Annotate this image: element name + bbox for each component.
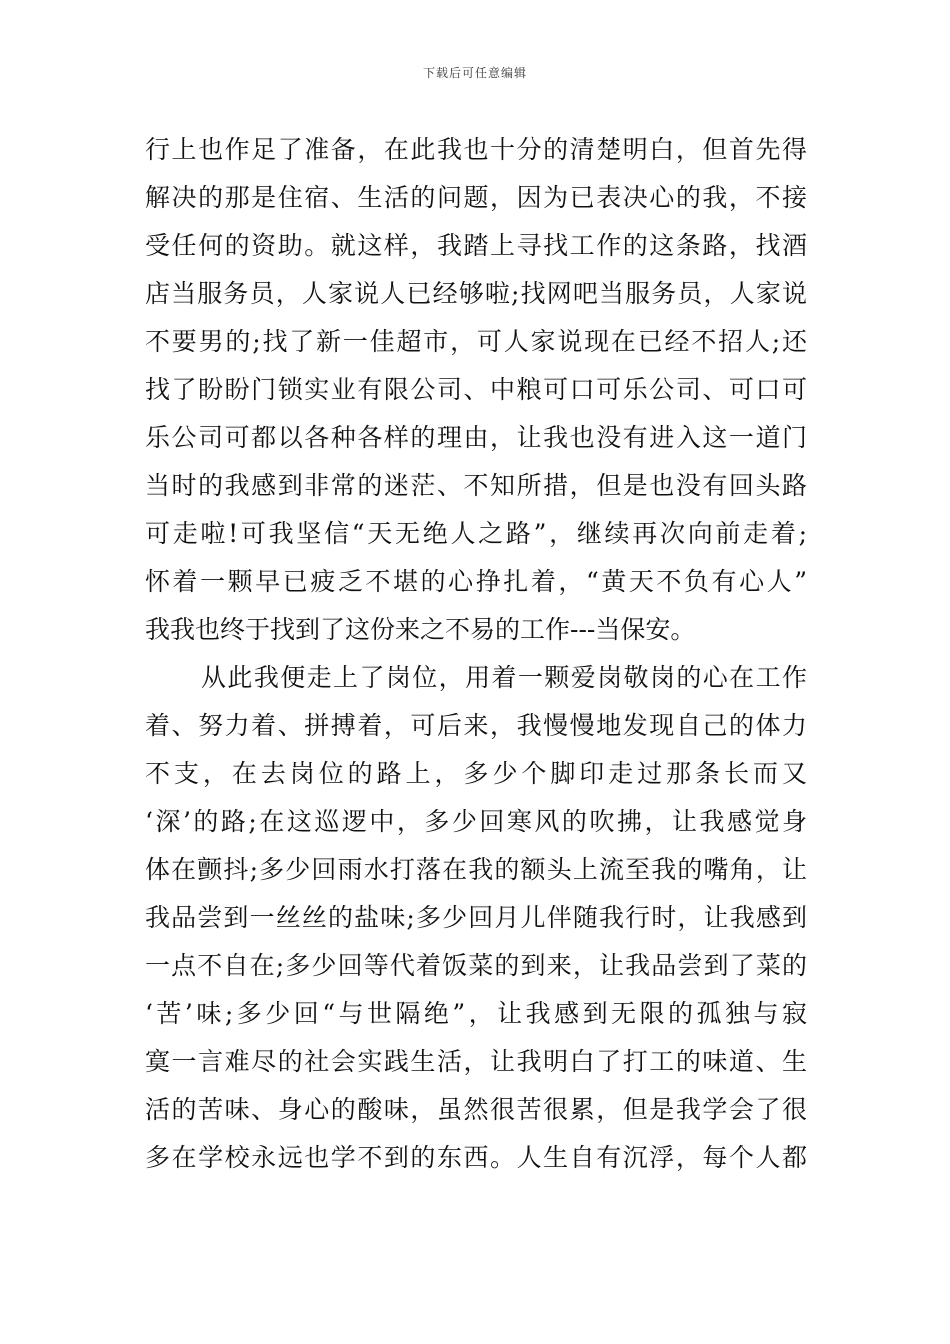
text-line: 多在学校永远也学不到的东西。人生自有沉浮，每个人都	[145, 1143, 807, 1172]
text-line: 受任何的资助。就这样，我踏上寻找工作的这条路，找酒	[145, 231, 807, 260]
text-line: 我我也终于找到了这份来之不易的工作---当保安。	[145, 615, 696, 644]
text-line: 可走啦!可我坚信“天无绝人之路”，继续再次向前走着;	[145, 519, 807, 548]
text-line: 寞一言难尽的社会实践生活，让我明白了打工的味道、生	[145, 1047, 807, 1076]
text-line: ‘苦’味;多少回“与世隔绝”，让我感到无限的孤独与寂	[145, 999, 807, 1028]
text-line: 活的苦味、身心的酸味，虽然很苦很累，但是我学会了很	[145, 1095, 807, 1124]
text-line: ‘深’的路;在这巡逻中，多少回寒风的吹拂，让我感觉身	[145, 807, 807, 836]
text-line: 怀着一颗早已疲乏不堪的心挣扎着，“黄天不负有心人”	[145, 567, 807, 596]
text-line: 解决的那是住宿、生活的问题，因为已表决心的我，不接	[145, 183, 807, 212]
text-line: 行上也作足了准备，在此我也十分的清楚明白，但首先得	[145, 135, 807, 164]
document-body	[145, 126, 807, 1182]
text-line: 一点不自在;多少回等代着饭菜的到来，让我品尝到了菜的	[145, 951, 807, 980]
text-line: 不要男的;找了新一佳超市，可人家说现在已经不招人;还	[145, 327, 807, 356]
paragraph-1	[145, 126, 807, 654]
text-line: 店当服务员，人家说人已经够啦;找网吧当服务员，人家说	[145, 279, 807, 308]
text-line: 体在颤抖;多少回雨水打落在我的额头上流至我的嘴角，让	[145, 855, 807, 884]
text-line: 我品尝到一丝丝的盐味;多少回月儿伴随我行时，让我感到	[145, 903, 807, 932]
paragraph-2	[145, 654, 807, 1182]
text-line: 不支，在去岗位的路上，多少个脚印走过那条长而又	[145, 759, 807, 788]
text-line: 当时的我感到非常的迷茫、不知所措，但是也没有回头路	[145, 471, 807, 500]
page-header: 下载后可任意编辑	[422, 66, 527, 80]
text-line: 着、努力着、拼搏着，可后来，我慢慢地发现自己的体力	[145, 711, 807, 740]
text-line: 乐公司可都以各种各样的理由，让我也没有进入这一道门	[145, 423, 807, 452]
text-line: 从此我便走上了岗位，用着一颗爱岗敬岗的心在工作	[201, 663, 807, 692]
text-line: 找了盼盼门锁实业有限公司、中粮可口可乐公司、可口可	[145, 375, 807, 404]
